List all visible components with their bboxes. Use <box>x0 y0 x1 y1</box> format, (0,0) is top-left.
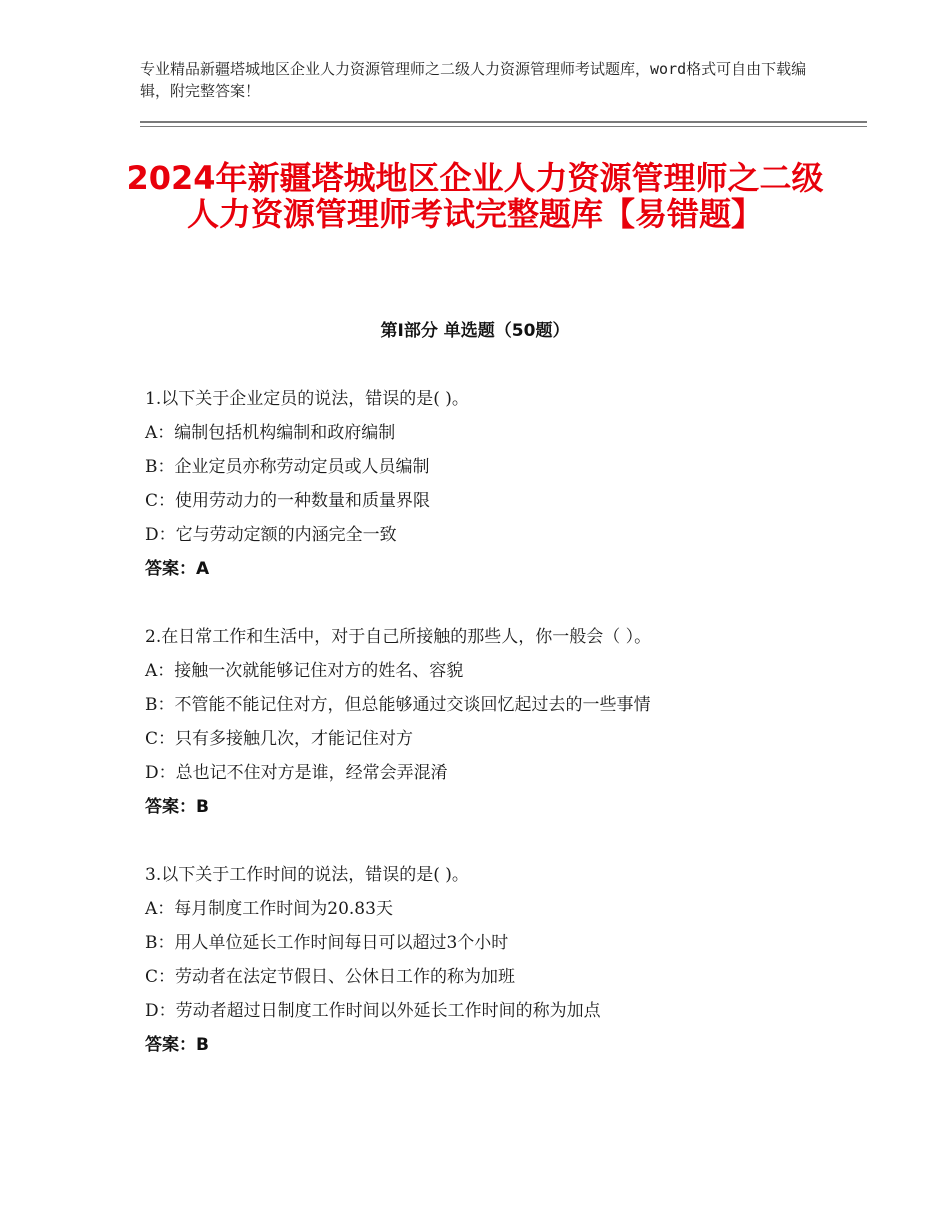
header-divider-thick <box>140 121 867 123</box>
option-b: B：用人单位延长工作时间每日可以超过3个小时 <box>145 933 509 953</box>
option-c: C：使用劳动力的一种数量和质量界限 <box>145 491 431 511</box>
question-stem: 3.以下关于工作时间的说法，错误的是( )。 <box>145 865 469 885</box>
question-1 <box>145 382 845 586</box>
question-2 <box>145 620 845 824</box>
option-b: B：企业定员亦称劳动定员或人员编制 <box>145 457 430 477</box>
option-c: C：只有多接触几次，才能记住对方 <box>145 729 414 749</box>
option-a: A：每月制度工作时间为20.83天 <box>145 899 393 919</box>
option-c: C：劳动者在法定节假日、公休日工作的称为加班 <box>145 967 516 987</box>
header-divider-thin <box>140 126 867 127</box>
question-list <box>145 382 845 1096</box>
question-3 <box>145 858 845 1062</box>
answer: 答案：A <box>145 559 210 579</box>
option-d: D：劳动者超过日制度工作时间以外延长工作时间的称为加点 <box>145 1001 601 1021</box>
section-heading: 第Ⅰ部分 单选题（50题） <box>380 321 570 341</box>
answer: 答案：B <box>145 797 209 817</box>
option-d: D：总也记不住对方是谁，经常会弄混淆 <box>145 763 448 783</box>
question-stem: 2.在日常工作和生活中，对于自己所接触的那些人，你一般会（ ）。 <box>145 627 652 647</box>
question-stem: 1.以下关于企业定员的说法，错误的是( )。 <box>145 389 469 409</box>
header-note: 专业精品新疆塔城地区企业人力资源管理师之二级人力资源管理师考试题库，word格式可自由下载编辑，附完整答案！ <box>140 60 807 100</box>
option-d: D：它与劳动定额的内涵完全一致 <box>145 525 397 545</box>
document-title: 2024年新疆塔城地区企业人力资源管理师之二级人力资源管理师考试完整题库【易错题】 <box>126 159 824 233</box>
option-a: A：接触一次就能够记住对方的姓名、容貌 <box>145 661 464 681</box>
answer: 答案：B <box>145 1035 209 1055</box>
option-b: B：不管能不能记住对方，但总能够通过交谈回忆起过去的一些事情 <box>145 695 651 715</box>
option-a: A：编制包括机构编制和政府编制 <box>145 423 396 443</box>
